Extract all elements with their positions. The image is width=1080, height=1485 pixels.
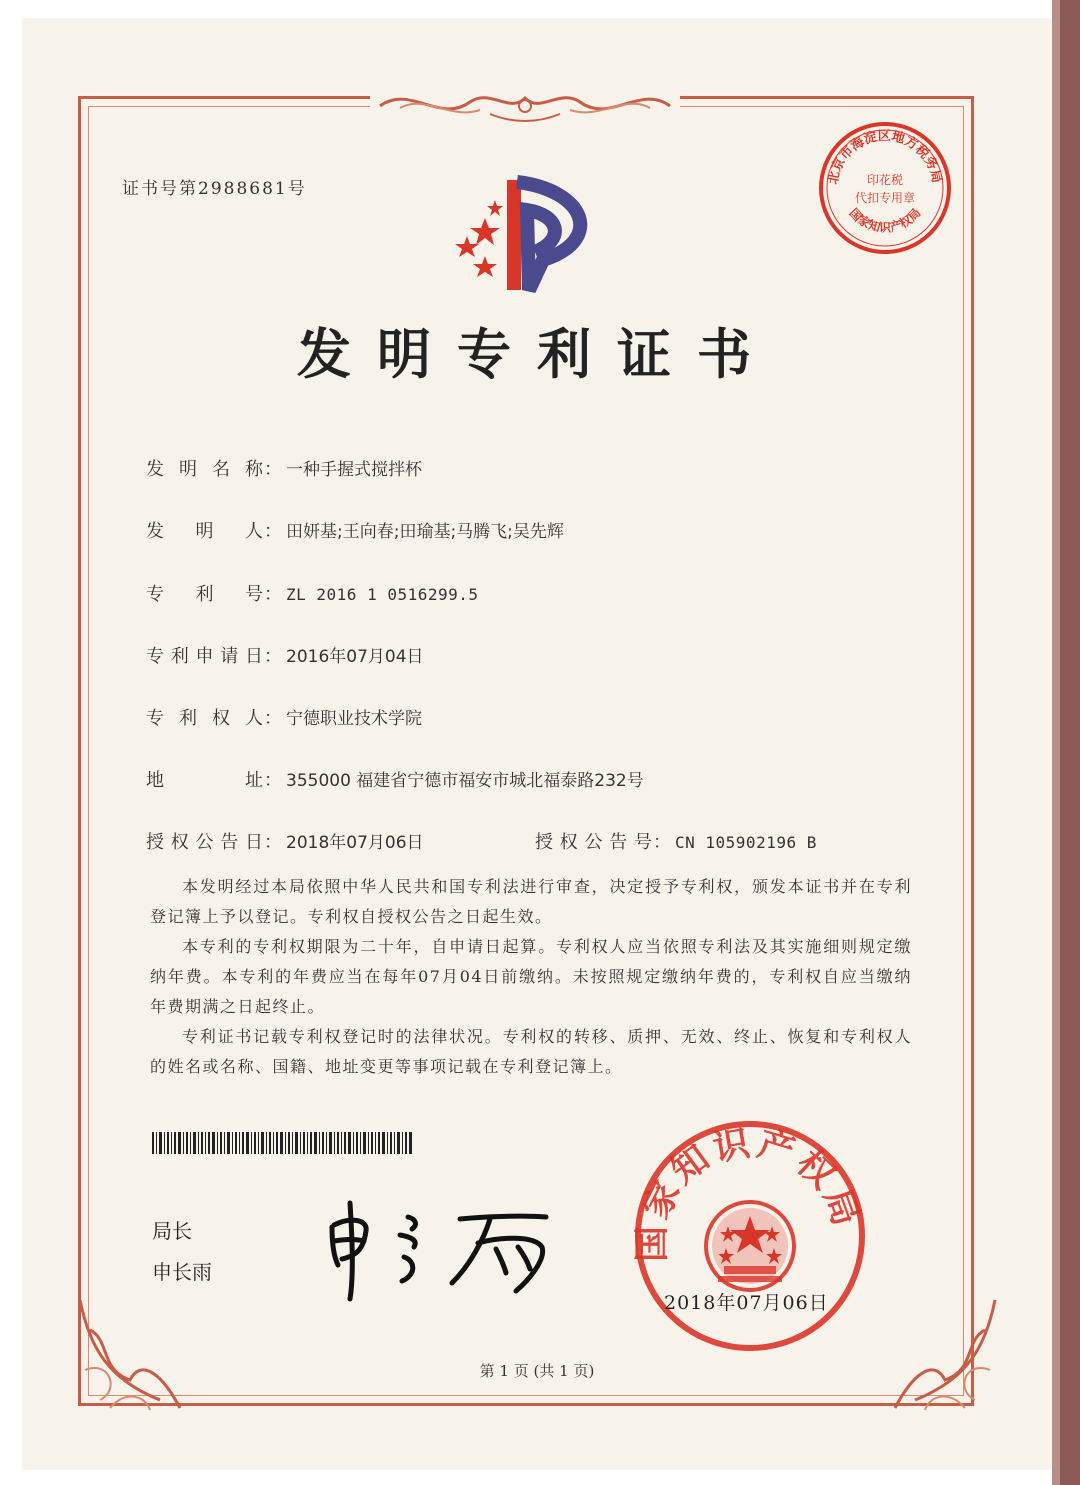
field-value: CN 105902196 B: [675, 833, 817, 852]
field-value: 2016年07月04日: [286, 647, 424, 667]
paragraph-3: 专利证书记载专利权登记时的法律状况。专利权的转移、质押、无效、终止、恢复和专利权人的姓名或名称、国籍、地址变更等事项记载在专利登记簿上。: [150, 1027, 912, 1076]
top-ornament-icon: [370, 84, 680, 128]
certificate-title: 发明专利证书: [297, 323, 777, 386]
field-value: 宁德职业技术学院: [286, 709, 422, 729]
field-address: 地址： 355000 福建省宁德市福安市城北福泰路232号: [146, 766, 644, 792]
field-value: 2018年07月06日: [286, 833, 424, 853]
national-ip-seal-icon: [632, 1118, 868, 1354]
field-label: 专利申请日: [146, 646, 264, 667]
field-label: 授权公告日: [146, 832, 264, 853]
field-filing-date: 专利申请日： 2016年07月04日: [146, 642, 424, 668]
page-footer: 第 1 页 (共 1 页): [479, 1362, 595, 1380]
corner-ornament-bottom-right-icon: [875, 1290, 1005, 1420]
tax-seal-outer-text: 北京市海淀区地方税务局: [825, 128, 944, 186]
director-title: 局长: [152, 1219, 192, 1243]
seal-date: 2018年07月06日: [664, 1292, 829, 1314]
tax-seal-inner-line2: 代扣专用章: [854, 191, 916, 205]
corner-ornament-bottom-left-icon: [70, 1290, 200, 1420]
field-label: 授权公告号: [535, 832, 653, 853]
seal-text: 国家知识产权局: [632, 1122, 868, 1262]
field-announcement-date: 授权公告日： 2018年07月06日: [146, 828, 424, 854]
field-label: 专利号: [146, 584, 264, 605]
certificate-number: 证书号第2988681号: [122, 179, 307, 199]
binding-edge-dark: [1060, 0, 1080, 1485]
field-label: 发明名称: [146, 459, 264, 480]
tax-seal-bottom-text: 国家知识产权局: [846, 205, 924, 235]
director-name: 申长雨: [152, 1260, 212, 1284]
field-value: 一种手握式搅拌杯: [286, 460, 422, 480]
paragraph-2: 本专利的专利权期限为二十年，自申请日起算。专利权人应当依照专利法及其实施细则规定缴纳年费。本专利的年费应当在每年07月04日前缴纳。未按照规定缴纳年费的，专利权自应当缴纳年费期满之日起终止。: [150, 937, 912, 1016]
field-invention-name: 发明名称： 一种手握式搅拌杯: [146, 455, 422, 481]
field-label: 发明人: [146, 521, 264, 542]
field-announcement-number: 授权公告号： CN 105902196 B: [535, 828, 817, 854]
patent-office-logo-icon: [445, 170, 610, 295]
tax-seal-icon: [815, 118, 955, 258]
svg-text:国家知识产权局: [846, 206, 923, 235]
field-patentee: 专利权人： 宁德职业技术学院: [146, 704, 422, 730]
handwritten-signature-icon: [320, 1195, 560, 1305]
field-patent-number: 专利号： ZL 2016 1 0516299.5: [146, 580, 479, 606]
field-label: 专利权人: [146, 708, 264, 729]
paragraph-1: 本发明经过本局依照中华人民共和国专利法进行审查，决定授予专利权，颁发本证书并在专利登记簿上予以登记。专利权自授权公告之日起生效。: [150, 877, 912, 926]
barcode-icon: [152, 1132, 414, 1154]
field-value: ZL 2016 1 0516299.5: [286, 585, 479, 604]
field-inventors: 发明人： 田妍基;王向春;田瑜基;马腾飞;吴先辉: [146, 517, 564, 543]
binding-edge-light: [1052, 0, 1060, 1485]
field-label: 地址: [146, 770, 264, 791]
field-value: 355000 福建省宁德市福安市城北福泰路232号: [286, 771, 644, 791]
field-value: 田妍基;王向春;田瑜基;马腾飞;吴先辉: [286, 522, 564, 542]
tax-seal-inner-line1: 印花税: [866, 173, 904, 187]
